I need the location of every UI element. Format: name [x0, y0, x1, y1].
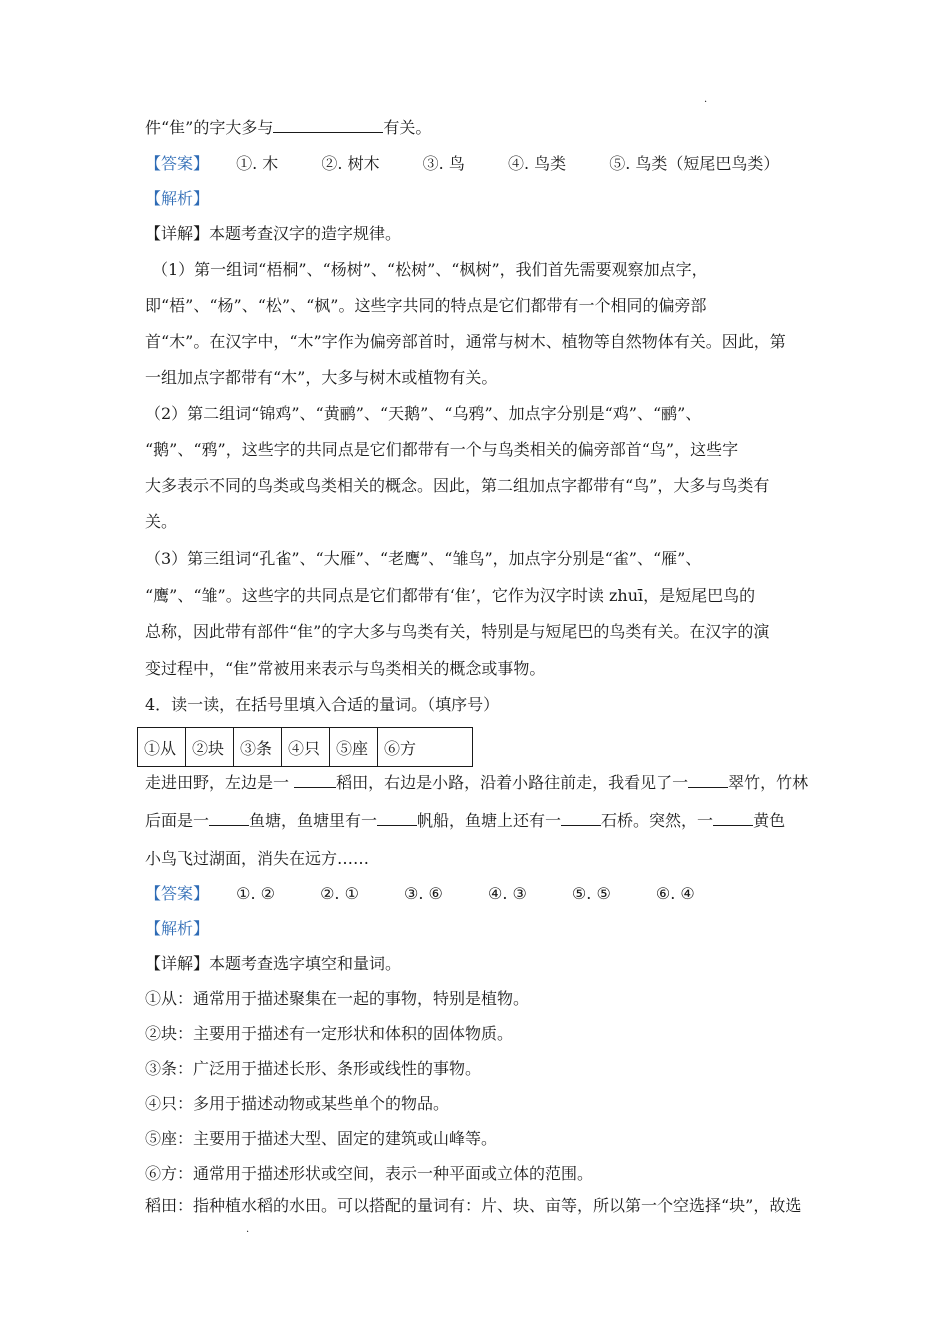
- detail-line: [145, 223, 815, 245]
- passage-text: 黄色: [753, 811, 786, 830]
- q4-answer-line: [145, 883, 815, 905]
- paragraph-line: 变过程中，“隹”常被用来表示与鸟类相关的概念或事物。: [145, 659, 546, 678]
- explanation-line: ③条：广泛用于描述长形、条形或线性的事物。: [145, 1059, 482, 1078]
- answer-label: 【答案】: [145, 154, 210, 173]
- blank: [561, 811, 601, 826]
- paragraph-line: 大多表示不同的鸟类或鸟类相关的概念。因此，第二组加点字都带有“鸟”，大多与鸟类有: [145, 476, 770, 495]
- blank: [688, 773, 728, 788]
- detail-label: 【详解】: [145, 954, 210, 973]
- detail-intro: 本题考查选字填空和量词。: [209, 954, 402, 973]
- blank: [209, 811, 249, 826]
- passage-text: 走进田野，左边是一: [145, 773, 295, 792]
- answer-item: ⑤. 鸟类（短尾巴鸟类）: [609, 154, 780, 173]
- detail-line: [145, 953, 815, 975]
- explanation-line: ②块：主要用于描述有一定形状和体积的固体物质。: [145, 1024, 514, 1043]
- detail-label: 【详解】: [145, 224, 210, 243]
- paragraph-line: 首“木”。在汉字中，“木”字作为偏旁部首时，通常与树木、植物等自然物体有关。因此，第: [145, 332, 786, 351]
- answer-item: ③. ⑥: [404, 884, 443, 903]
- passage-text: 帆船，鱼塘上还有一: [417, 811, 562, 830]
- question-4-title: 4．读一读，在括号里填入合适的量词。（填序号）: [145, 695, 500, 714]
- q3-answer-line: [145, 153, 815, 175]
- paragraph-line: “鹅”、“鸦”，这些字的共同点是它们都带有一个与鸟类相关的偏旁部首“鸟”，这些字: [145, 440, 739, 459]
- answer-item: ①. ②: [236, 884, 275, 903]
- paragraph-line: 即“梧”、“杨”、“松”、“枫”。这些字共同的特点是它们都带有一个相同的偏旁部: [145, 296, 707, 315]
- answer-item: ⑥. ④: [655, 884, 695, 903]
- page-mark: .: [246, 1224, 250, 1235]
- option-cell: ⑤座: [330, 728, 378, 767]
- measure-word-table: [137, 727, 473, 767]
- paragraph-line: （1）第一组词“梧桐”、“杨树”、“松树”、“枫树”，我们首先需要观察加点字，: [152, 260, 708, 279]
- passage-text: 稻田，右边是小路，沿着小路往前走，我看见了一: [336, 773, 689, 792]
- analysis-label: 【解析】: [145, 919, 210, 938]
- q3-text-b: 有关。: [383, 118, 432, 137]
- answer-item: ②. 树木: [321, 154, 380, 173]
- option-cell: ③条: [234, 728, 282, 767]
- paragraph-line: 一组加点字都带有“木”，大多与树木或植物有关。: [145, 368, 498, 387]
- answer-item: ③. 鸟: [422, 154, 465, 173]
- page-mark: .: [704, 94, 708, 105]
- detail-intro: 本题考查汉字的造字规律。: [209, 224, 402, 243]
- passage-line: [145, 772, 815, 794]
- q3-tail-line: [145, 117, 815, 139]
- answer-item: ①. 木: [236, 154, 279, 173]
- explanation-line: ④只：多用于描述动物或某些单个的物品。: [145, 1094, 450, 1113]
- answer-item: ④. 鸟类: [507, 154, 567, 173]
- explanation-line: ①从：通常用于描述聚集在一起的事物，特别是植物。: [145, 989, 530, 1008]
- answer-item: ⑤. ⑤: [571, 884, 611, 903]
- paragraph-line: 关。: [145, 512, 178, 531]
- option-cell: ①从: [138, 728, 186, 767]
- blank: [294, 773, 336, 788]
- blank: [273, 118, 383, 133]
- blank: [713, 811, 753, 826]
- explanation-line: 稻田：指种植水稻的水田。可以搭配的量词有：片、块、亩等，所以第一个空选择“块”，故选: [145, 1196, 802, 1215]
- explanation-line: ⑤座：主要用于描述大型、固定的建筑或山峰等。: [145, 1129, 498, 1148]
- passage-text: 翠竹，竹林: [728, 773, 809, 792]
- explanation-line: ⑥方：通常用于描述形状或空间，表示一种平面或立体的范围。: [145, 1164, 594, 1183]
- answer-item: ②. ①: [320, 884, 359, 903]
- paragraph-line: （2）第二组词“锦鸡”、“黄鹂”、“天鹅”、“乌鸦”、加点字分别是“鸡”、“鹂”、: [145, 404, 702, 423]
- paragraph-line: （3）第三组词“孔雀”、“大雁”、“老鹰”、“雏鸟”，加点字分别是“雀”、“雁”、: [145, 549, 702, 568]
- passage-text: 后面是一: [145, 811, 210, 830]
- answer-item: ④. ③: [487, 884, 527, 903]
- passage-line: 小鸟飞过湖面，消失在远方……: [145, 849, 370, 868]
- paragraph-line: 总称，因此带有部件“隹”的字大多与鸟类有关，特别是与短尾巴的鸟类有关。在汉字的演: [145, 622, 770, 641]
- option-cell: ②块: [186, 728, 234, 767]
- answer-label: 【答案】: [145, 884, 210, 903]
- option-cell: ⑥方: [378, 728, 473, 767]
- passage-text: 鱼塘，鱼塘里有一: [249, 811, 378, 830]
- passage-line: [145, 810, 815, 832]
- q3-text-a: 件“隹”的字大多与: [145, 118, 274, 137]
- analysis-label: 【解析】: [145, 189, 210, 208]
- paragraph-line: “鹰”、“雏”。这些字的共同点是它们都带有‘隹’，它作为汉字时读 zhuī，是短尾巴鸟的: [145, 586, 756, 605]
- blank: [377, 811, 417, 826]
- option-cell: ④只: [282, 728, 330, 767]
- passage-text: 石桥。突然，一: [601, 811, 714, 830]
